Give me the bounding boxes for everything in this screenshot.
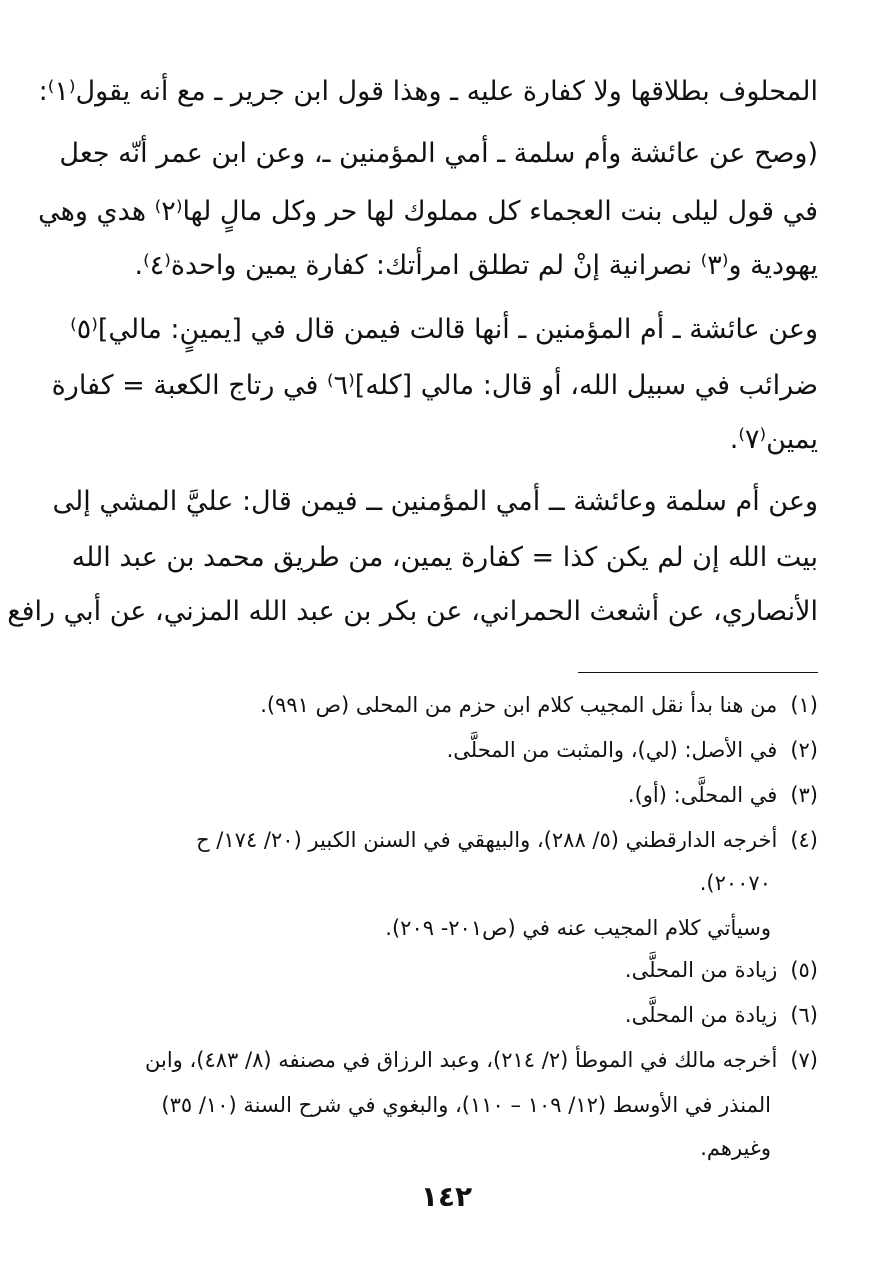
body-line-10: الأنصاري، عن أشعث الحمراني، عن بكر بن عبد الله المزني، عن أبي رافع — [7, 596, 818, 627]
body-line-6: ضرائب في سبيل الله، أو قال: مالي [كله]⁽٦⁾ في رتاج الكعبة = كفارة — [51, 370, 818, 401]
footnote-text: في المحلَّى: (أو). — [627, 783, 778, 807]
body-line-1: المحلوف بطلاقها ولا كفارة عليه ـ وهذا قول ابن جرير ـ مع أنه يقول⁽١⁾: — [38, 76, 818, 107]
footnote-number: (٤) — [790, 828, 818, 852]
footnote-text: في الأصل: (لي)، والمثبت من المحلَّى. — [446, 738, 778, 762]
footnote-5 — [76, 955, 818, 985]
footnote-number: (٣) — [790, 783, 818, 807]
footnote-text: أخرجه مالك في الموطأ (٢/ ٢١٤)، وعبد الرزاق في مصنفه (٨/ ٤٨٣)، وابن — [145, 1048, 778, 1072]
body-line-3: في قول ليلى بنت العجماء كل مملوك لها حر وكل مالٍ لها⁽٢⁾ هدي وهي — [38, 196, 818, 227]
footnote-text: زيادة من المحلَّى. — [624, 958, 778, 982]
body-line-5: وعن عائشة ـ أم المؤمنين ـ أنها قالت فيمن قال في [يمينٍ: مالي]⁽٥⁾ — [70, 314, 818, 345]
body-line-4: يهودية و⁽٣⁾ نصرانية إنْ لم تطلق امرأتك: كفارة يمين واحدة⁽٤⁾. — [134, 250, 818, 281]
footnote-4-extra: وسيأتي كلام المجيب عنه في (ص٢٠١- ٢٠٩). — [385, 916, 771, 940]
footnote-3 — [76, 780, 818, 810]
footnote-number: (١) — [790, 693, 818, 717]
footnote-2 — [76, 735, 818, 765]
footnote-4 — [76, 825, 818, 855]
footnote-4-continuation: ٢٠٠٧٠). — [699, 871, 771, 895]
body-line-8: وعن أم سلمة وعائشة ــ أمي المؤمنين ــ فيمن قال: عليَّ المشي إلى — [52, 486, 818, 517]
footnote-number: (٧) — [790, 1048, 818, 1072]
body-line-2: (وصح عن عائشة وأم سلمة ـ أمي المؤمنين ـ، وعن ابن عمر أنّه جعل — [59, 138, 818, 169]
footnote-text: أخرجه الدارقطني (٥/ ٢٨٨)، والبيهقي في السنن الكبير (٢٠/ ١٧٤/ ح — [196, 828, 778, 852]
footnote-7-continuation: المنذر في الأوسط (١٢/ ١٠٩ – ١١٠)، والبغوي في شرح السنة (١٠/ ٣٥) — [161, 1093, 771, 1117]
footnote-number: (٦) — [790, 1003, 818, 1027]
footnote-7 — [76, 1045, 818, 1075]
page-number: ١٤٢ — [420, 1180, 473, 1213]
footnote-7-continuation-2: وغيرهم. — [700, 1136, 771, 1160]
footnote-6 — [76, 1000, 818, 1030]
footnote-number: (٢) — [790, 738, 818, 762]
footnote-number: (٥) — [790, 958, 818, 982]
body-line-7: يمين⁽٧⁾. — [729, 424, 818, 455]
body-line-9: بيت الله إن لم يكن كذا = كفارة يمين، من طريق محمد بن عبد الله — [71, 542, 818, 573]
footnote-text: من هنا بدأ نقل المجيب كلام ابن حزم من المحلى (ص ٩٩١). — [260, 693, 778, 717]
footnote-text: زيادة من المحلَّى. — [624, 1003, 778, 1027]
footnote-1 — [76, 690, 818, 720]
footnote-separator — [578, 672, 818, 673]
